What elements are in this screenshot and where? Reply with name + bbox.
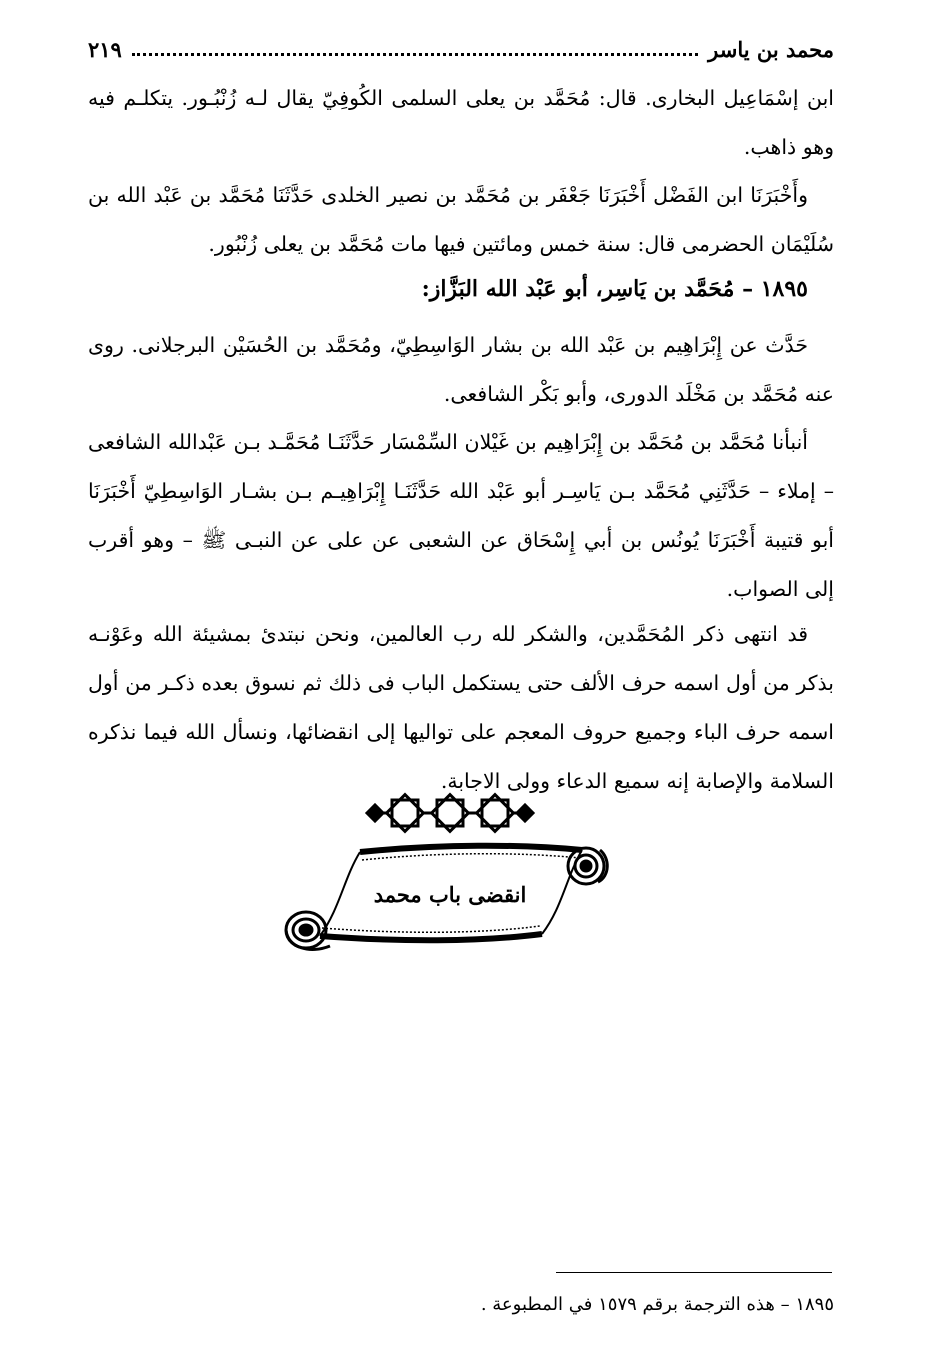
paragraph-5: قد انتهى ذكر المُحَمَّدين، والشكر لله رب العالمين، ونحن نبتدئ بمشيئة الله وعَوْنـه بذكر من أول اسمه حرف الألف حتى يستكمل الباب فى ذلك ثم نسوق بعده ذكـر من أول اسمه حرف الباء وجميع حروف المعجم على تواليها إلى انقضائها، ونسأل الله فيما نذكره السلامة والإصابة إنه سميع الدعاء وولى الاجابة. bbox=[88, 622, 834, 793]
footnote-rule bbox=[556, 1272, 832, 1273]
footnote: ١٨٩٥ – هذه الترجمة برقم ١٥٧٩ في المطبوعة . bbox=[480, 1294, 834, 1315]
paragraph-4: أنبأنا مُحَمَّد بن مُحَمَّد بن إِبْرَاهِيم بن غَيْلان السِّمْسَار حَدَّثَنَـا مُحَمَّـد بـن عَبْدالله الشافعى – إملاء – حَدَّثَنِي مُحَمَّد بـن يَاسِـر أبو عَبْد الله حَدَّثَنَـا إِبْرَاهِيـم بـن بشـار الوَاسِطِيّ أَخْبَرَنَا أبو قتيبة أَخْبَرَنَا يُونُس بن أبي إِسْحَاق عن الشعبى عن على عن النبـى ﷺ – وهو أقرب إلى الصواب. bbox=[88, 430, 834, 601]
paragraph-3: حَدَّث عن إِبْرَاهِيم بن عَبْد الله بن بشار الوَاسِطِيّ، ومُحَمَّد بن الحُسَيْن البرجلانى. روى عنه مُحَمَّد بن مَخْلَد الدورى، وأبو بَكْر الشافعى. bbox=[88, 333, 834, 406]
entry-heading: ١٨٩٥ – مُحَمَّد بن يَاسِر، أبو عَبْد الله البَزَّاز: bbox=[421, 276, 808, 302]
paragraph-2: وأَخْبَرَنَا ابن الفَضْل أَخْبَرَنَا جَعْفَر بن مُحَمَّد بن نصير الخلدى حَدَّثَنَا مُحَمَّد بن عَبْد الله بن سُلَيْمَان الحضرمى قال: سنة خمس ومائتين فيها مات مُحَمَّد بن يعلى زُنْبُور. bbox=[88, 183, 834, 256]
page-number: ٢١٩ bbox=[88, 36, 122, 62]
running-title: محمد بن ياسر bbox=[708, 36, 834, 62]
paragraph-1: ابن إسْمَاعِيل البخارى. قال: مُحَمَّد بن يعلى السلمى الكُوفِيّ يقال لـه زُنْبُـور. يتكلـم فيه وهو ذاهب. bbox=[88, 86, 834, 159]
closing-banner-text: انقضى باب محمد bbox=[373, 882, 527, 907]
header-leader-dots bbox=[132, 43, 698, 56]
page-header bbox=[88, 34, 834, 64]
ornament-divider-icon bbox=[365, 790, 535, 836]
